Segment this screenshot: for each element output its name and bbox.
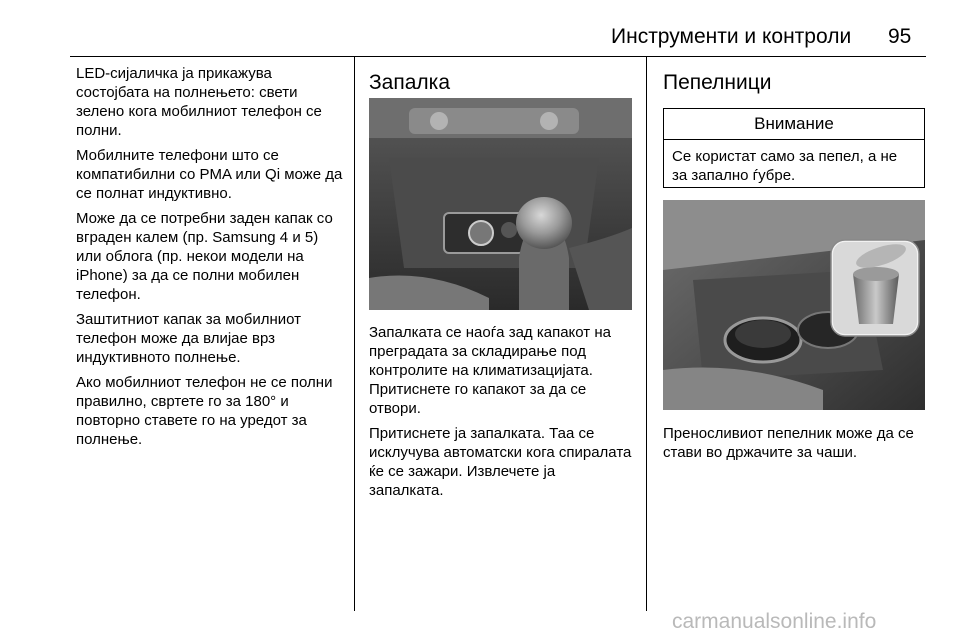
lighter-text (369, 323, 633, 506)
column-divider (646, 57, 647, 611)
ashtray-photo (663, 200, 925, 410)
caution-box (663, 108, 925, 188)
paragraph: LED-сијаличка ја прикажува состојбата на полнењето: свети зелено кога мобилниот телефон се полни. (76, 65, 322, 139)
paragraph: Заштитниот капак за мобилниот телефон може да влијае врз индуктивното полнење. (76, 311, 302, 366)
caution-title: Внимание (664, 109, 924, 140)
watermark: carmanualsonline.info (672, 610, 877, 633)
paragraph: Ако мобилниот телефон не се полни правилно, свртете го за 180° и повторно ставете го на уредот за полнење. (76, 374, 333, 448)
header-rule (70, 56, 926, 57)
paragraph: Мобилните телефони што се компатибилни со PMA или Qi може да се полнат индуктивно. (76, 147, 343, 202)
page-number: 95 (888, 25, 912, 48)
running-header-title: Инструменти и контроли (611, 25, 852, 48)
paragraph: Притиснете ја запалката. Таа се исклучува автоматски кога спиралата ќе се зажари. Извлечете ја запалката. (369, 425, 632, 499)
column-1-text (76, 64, 344, 455)
paragraph: Може да се потребни заден капак со вграден калем (пр. Samsung 4 и 5) или облога (пр. некои модели на iPhone) за да се полни мобилен телефон. (76, 210, 333, 303)
caution-text: Се користат само за пепел, а не за запално ѓубре. (672, 148, 898, 184)
ashtray-illustration (663, 200, 925, 410)
lighter-illustration (369, 98, 632, 310)
ashtray-section (663, 70, 928, 106)
lighter-heading: Запалка (369, 71, 450, 94)
ashtray-heading: Пепелници (663, 71, 772, 94)
column-divider (354, 57, 355, 611)
ashtray-caption: Преносливиот пепелник може да се стави во држачите за чаши. (663, 425, 914, 461)
paragraph: Запалката се наоѓа зад капакот на преградата за складирање под контролите на климатизацијата. Притиснете го капакот за да се отвори. (369, 324, 611, 417)
lighter-photo (369, 98, 632, 310)
